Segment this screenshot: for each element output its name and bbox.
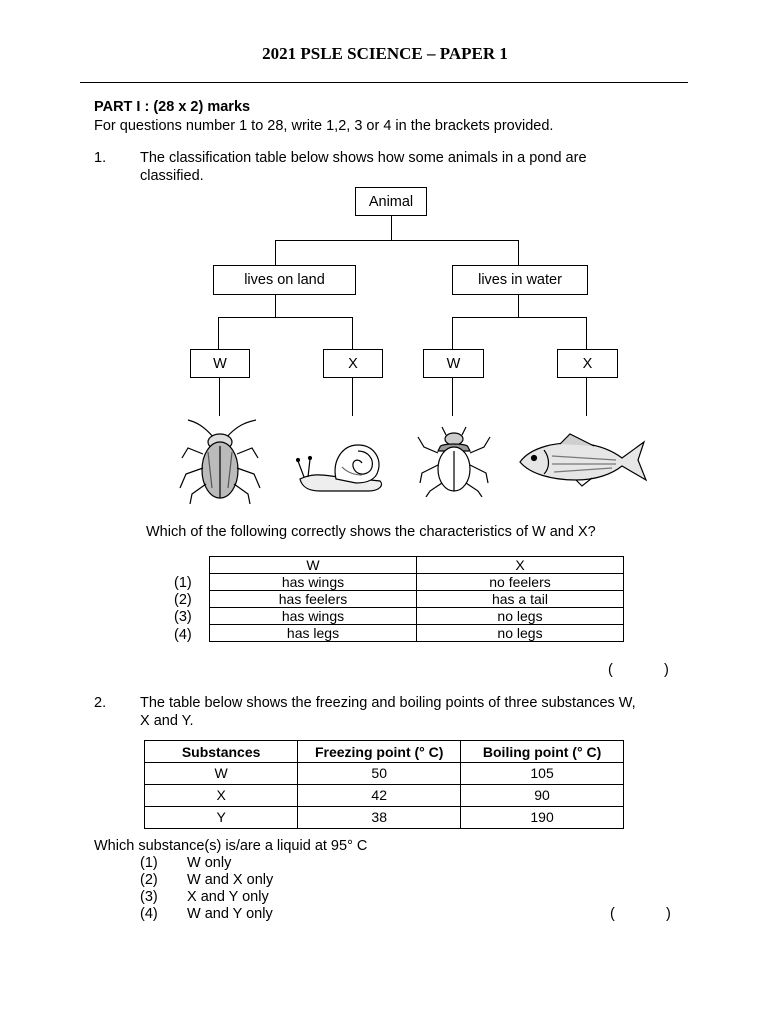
table-row — [145, 763, 624, 785]
q2-answer-bracket-open[interactable]: ( — [610, 906, 615, 922]
table-cell: has a tail — [417, 591, 624, 608]
connector — [452, 317, 586, 318]
q2-option-number: (4) — [140, 906, 158, 922]
q1-answer-bracket-open[interactable]: ( — [608, 662, 613, 678]
q2-stem-line1: The table below shows the freezing and boiling points of three substances W, — [140, 695, 636, 711]
diagram-leaf-w-water: W — [423, 349, 484, 378]
q1-stem-line2: classified. — [140, 168, 204, 184]
page-title: 2021 PSLE SCIENCE – PAPER 1 — [262, 44, 508, 63]
diagram-group-land: lives on land — [213, 265, 356, 295]
cockroach-icon — [176, 418, 264, 504]
q1-answer-bracket-close[interactable]: ) — [664, 662, 669, 678]
connector — [218, 317, 352, 318]
connector — [275, 240, 518, 241]
q1-number: 1. — [94, 150, 107, 166]
header-divider — [80, 82, 688, 83]
q2-option-text: W only — [187, 855, 232, 871]
table-row — [210, 591, 624, 608]
q1-stem-line1: The classification table below shows how some animals in a pond are — [140, 150, 587, 166]
connector — [352, 317, 353, 349]
table-cell: has wings — [210, 574, 417, 591]
table-cell: 38 — [298, 807, 461, 829]
q2-option-text: X and Y only — [187, 889, 269, 905]
connector — [518, 294, 519, 318]
connector — [518, 240, 519, 265]
table-row — [145, 807, 624, 829]
connector — [218, 317, 219, 349]
table-row — [145, 785, 624, 807]
diagram-group-water: lives in water — [452, 265, 588, 295]
connector — [219, 377, 220, 416]
q1-question: Which of the following correctly shows the characteristics of W and X? — [146, 524, 596, 540]
q1-option-number: (3) — [174, 609, 192, 625]
table-cell: has wings — [210, 608, 417, 625]
q1-answer-table — [209, 556, 624, 642]
diagram-leaf-x-water: X — [557, 349, 618, 378]
part-instruction: For questions number 1 to 28, write 1,2, 3 or 4 in the brackets provided. — [94, 118, 554, 134]
table-cell: Y — [145, 807, 298, 829]
connector — [586, 317, 587, 349]
diagram-root-box: Animal — [355, 187, 427, 216]
q2-option-text: W and X only — [187, 872, 274, 888]
q1-option-number: (2) — [174, 592, 192, 608]
table-cell: 42 — [298, 785, 461, 807]
table-cell: has feelers — [210, 591, 417, 608]
table-cell: no feelers — [417, 574, 624, 591]
table-cell: 50 — [298, 763, 461, 785]
q2-option-number: (1) — [140, 855, 158, 871]
fish-icon — [516, 430, 648, 488]
table-cell: 90 — [461, 785, 624, 807]
diagram-leaf-x-land: X — [323, 349, 383, 378]
column-header: X — [417, 557, 624, 574]
diagram-leaf-w-land: W — [190, 349, 250, 378]
water-beetle-icon — [416, 425, 492, 497]
q2-option-number: (3) — [140, 889, 158, 905]
table-cell: X — [145, 785, 298, 807]
column-header: W — [210, 557, 417, 574]
column-header: Boiling point (° C) — [461, 741, 624, 763]
column-header: Freezing point (° C) — [298, 741, 461, 763]
q1-option-number: (4) — [174, 627, 192, 643]
q2-question: Which substance(s) is/are a liquid at 95° C — [94, 838, 368, 854]
table-cell: 105 — [461, 763, 624, 785]
part-heading: PART I : (28 x 2) marks — [94, 99, 251, 115]
table-cell: 190 — [461, 807, 624, 829]
connector — [452, 317, 453, 349]
table-cell: no legs — [417, 608, 624, 625]
table-cell: W — [145, 763, 298, 785]
q2-answer-bracket-close[interactable]: ) — [666, 906, 671, 922]
table-header-row — [145, 741, 624, 763]
table-cell: no legs — [417, 625, 624, 642]
column-header: Substances — [145, 741, 298, 763]
connector — [275, 294, 276, 318]
q2-number: 2. — [94, 695, 107, 711]
table-header-row — [210, 557, 624, 574]
q2-option-text: W and Y only — [187, 906, 273, 922]
table-row — [210, 625, 624, 642]
q2-stem-line2: X and Y. — [140, 713, 194, 729]
connector — [452, 377, 453, 416]
q2-substance-table — [144, 740, 624, 829]
table-row — [210, 608, 624, 625]
snail-icon — [296, 437, 388, 495]
connector — [586, 377, 587, 416]
q2-option-number: (2) — [140, 872, 158, 888]
connector — [391, 215, 392, 241]
connector — [275, 240, 276, 265]
table-row — [210, 574, 624, 591]
q1-option-number: (1) — [174, 575, 192, 591]
table-cell: has legs — [210, 625, 417, 642]
connector — [352, 377, 353, 416]
